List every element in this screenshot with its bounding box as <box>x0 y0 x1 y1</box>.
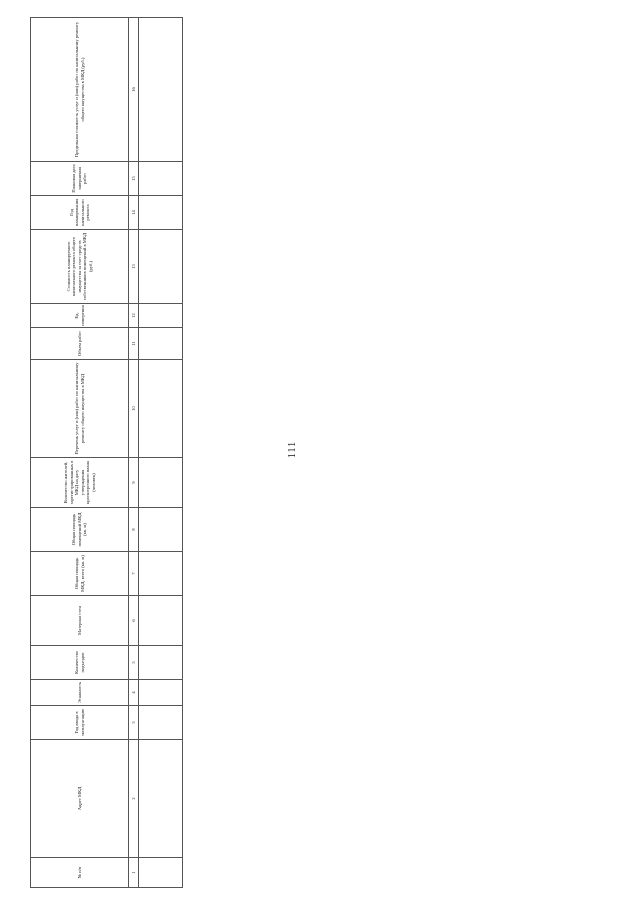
header-cell: Стоимость планируемого капитального ремонта общего имущества за счет средств собственников помещений в МКД (руб.) <box>31 230 129 304</box>
column-number: 13 <box>129 230 139 304</box>
header-cell: Этажность <box>31 680 129 706</box>
header-cell: Плановая дата завершения работ <box>31 162 129 196</box>
year-cell <box>139 706 183 740</box>
end-date-cell <box>139 162 183 196</box>
column-number: 6 <box>129 596 139 646</box>
column-number: 9 <box>129 458 139 508</box>
limit-cell <box>139 18 183 162</box>
column-number: 14 <box>129 196 139 230</box>
header-cell: Адрес МКД <box>31 740 129 858</box>
column-number-row <box>129 18 139 888</box>
column-number: 2 <box>129 740 139 858</box>
header-row <box>31 18 129 888</box>
column-number: 11 <box>129 328 139 360</box>
header-cell: Общая площадь помещений МКД (кв. м) <box>31 508 129 552</box>
column-number: 3 <box>129 706 139 740</box>
volume-cell <box>139 328 183 360</box>
table-row <box>139 18 183 888</box>
header-cell: Предельная стоимость услуг и (или) работ по капитальному ремонту общего имущества в МКД (руб.) <box>31 18 129 162</box>
header-cell: Материал стен <box>31 596 129 646</box>
capital-repair-register-table <box>30 17 183 888</box>
page-number: 111 <box>287 440 299 459</box>
header-cell: Количество жителей, зарегистрированных в МКД на дату утверждения краткосрочного плана (человек) <box>31 458 129 508</box>
unit-cell <box>139 304 183 328</box>
header-cell: Год планирования капитального ремонта <box>31 196 129 230</box>
header-cell: № п/п <box>31 858 129 888</box>
address-cell <box>139 740 183 858</box>
column-number: 4 <box>129 680 139 706</box>
row-number <box>139 858 183 888</box>
column-number: 8 <box>129 508 139 552</box>
header-cell: Ед. измерения <box>31 304 129 328</box>
plan-year-cell <box>139 196 183 230</box>
column-number: 7 <box>129 552 139 596</box>
works-cell <box>139 360 183 458</box>
register-table-sheet <box>30 18 620 888</box>
header-cell: Перечень услуг и (или) работ по капитальному ремонту общего имущества в МКД <box>31 360 129 458</box>
column-number: 10 <box>129 360 139 458</box>
header-cell: Общая площадь МКД, всего (кв. м) <box>31 552 129 596</box>
entrances-cell <box>139 646 183 680</box>
column-number: 5 <box>129 646 139 680</box>
header-cell: Год ввода в эксплуатацию <box>31 706 129 740</box>
cost-cell <box>139 230 183 304</box>
material-cell <box>139 596 183 646</box>
header-cell: Объем работ <box>31 328 129 360</box>
floors-cell <box>139 680 183 706</box>
residents-cell <box>139 458 183 508</box>
area-rooms-cell <box>139 508 183 552</box>
column-number: 16 <box>129 18 139 162</box>
column-number: 1 <box>129 858 139 888</box>
table-body <box>139 18 183 888</box>
column-number: 15 <box>129 162 139 196</box>
column-number: 12 <box>129 304 139 328</box>
area-total-cell <box>139 552 183 596</box>
header-cell: Количество подъездов <box>31 646 129 680</box>
